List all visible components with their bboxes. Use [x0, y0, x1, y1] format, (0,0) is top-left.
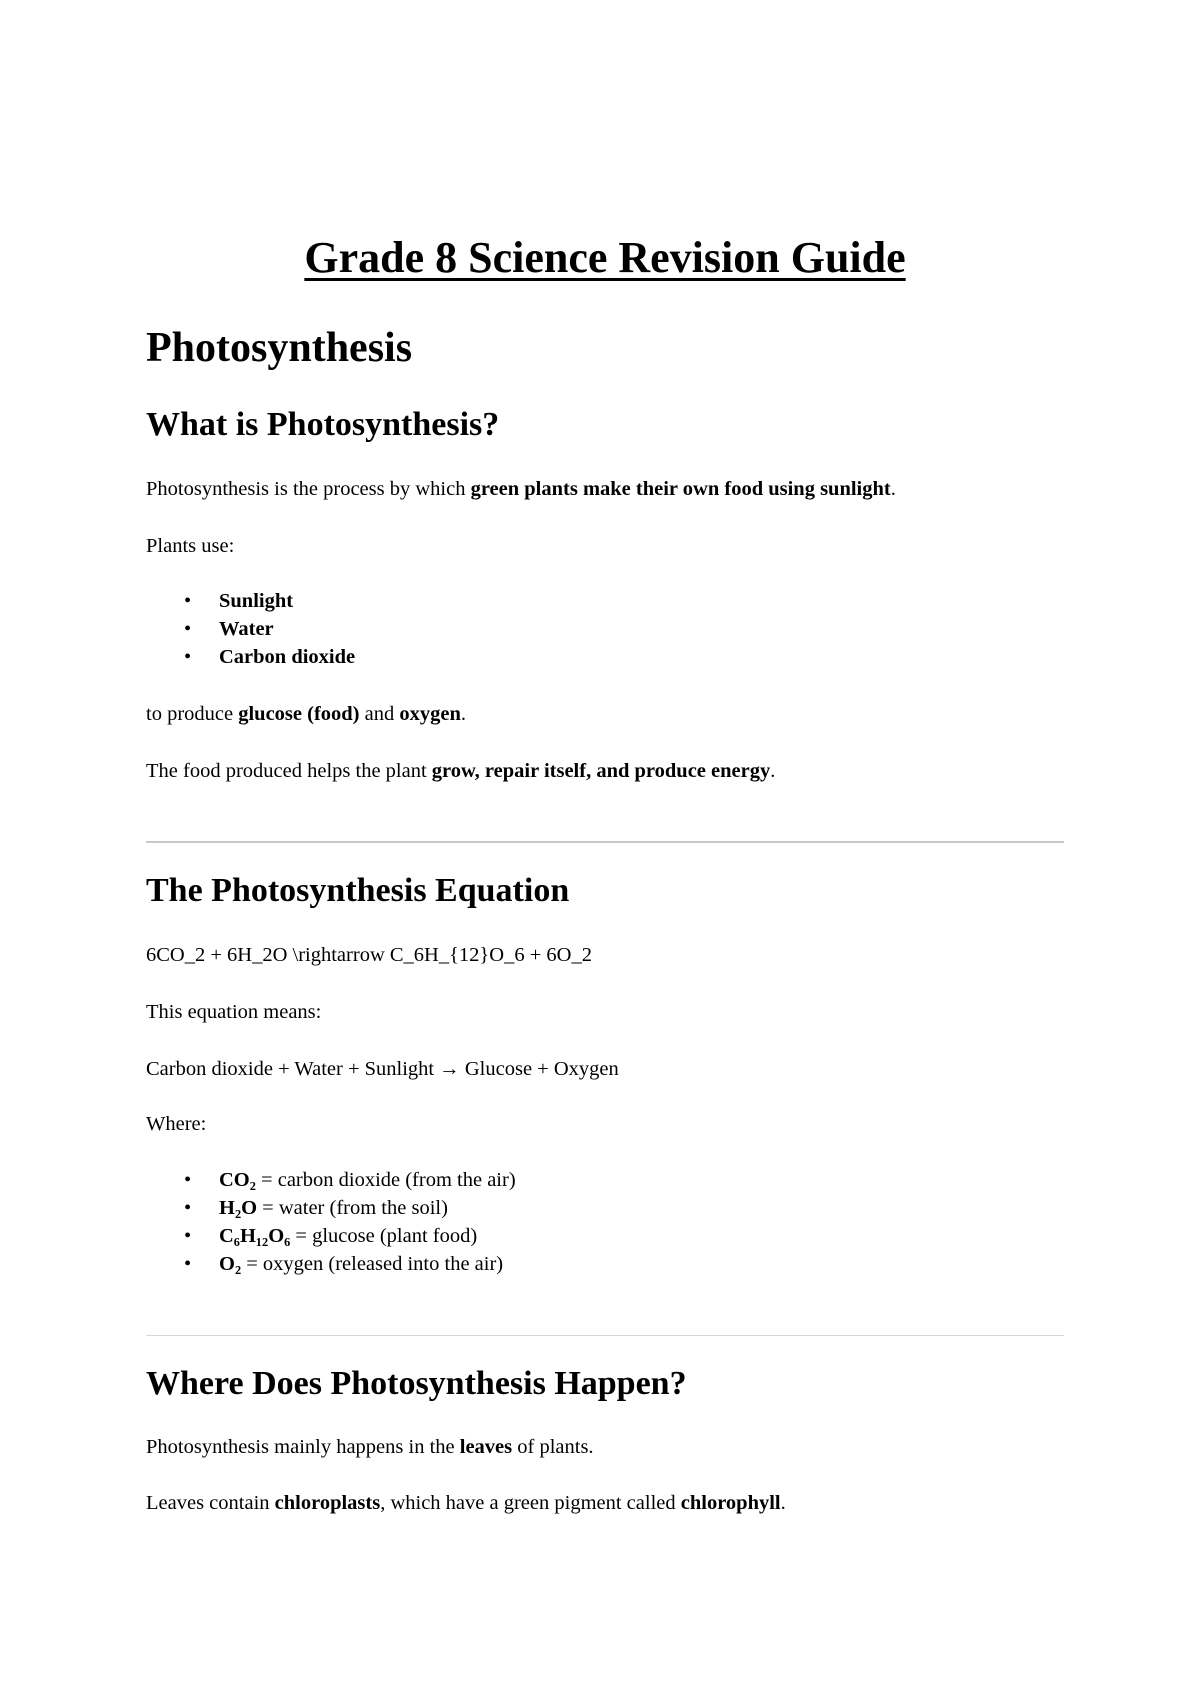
topic-heading: Photosynthesis: [146, 325, 413, 371]
list-item: [146, 587, 355, 615]
food-period: .: [770, 760, 776, 782]
section-heading-what-is: What is Photosynthesis?: [146, 406, 500, 443]
equation-raw: 6CO_2 + 6H_2O \rightarrow C_6H_{12}O_6 + 6O_2: [146, 944, 592, 966]
bullet-icon: •: [184, 1253, 192, 1275]
chloro-text-mid: , which have a green pigment called: [380, 1492, 681, 1514]
list-item: [146, 1166, 516, 1194]
list-item: [146, 643, 355, 671]
produce-period: .: [460, 703, 466, 725]
term-description: = glucose (plant food): [290, 1225, 478, 1247]
bullet-icon: •: [184, 1197, 192, 1219]
bullet-icon: •: [184, 590, 192, 612]
document-title: Grade 8 Science Revision Guide: [304, 233, 906, 282]
produce-paragraph: [146, 702, 466, 727]
leaves-text: Photosynthesis mainly happens in the: [146, 1436, 460, 1458]
term-symbol: CO₂: [219, 1169, 256, 1191]
bullet-icon: •: [184, 1169, 192, 1191]
intro-bold-text: green plants make their own food using sunlight: [470, 478, 891, 500]
section-divider: [146, 841, 1064, 843]
list-item: [146, 1250, 516, 1278]
section-heading-equation: The Photosynthesis Equation: [146, 872, 570, 909]
list-item: [146, 615, 355, 643]
term-symbol: C₆H₁₂O₆: [219, 1225, 291, 1247]
word-equation: Carbon dioxide + Water + Sunlight → Glucose + Oxygen: [146, 1058, 619, 1080]
bullet-icon: •: [184, 1225, 192, 1247]
list-item: [146, 1194, 516, 1222]
leaves-text-end: of plants.: [512, 1436, 594, 1458]
ingredients-list: [146, 587, 355, 671]
food-text: The food produced helps the plant: [146, 760, 432, 782]
term-description: = water (from the soil): [257, 1197, 448, 1219]
ingredient-carbon-dioxide: Carbon dioxide: [219, 646, 356, 668]
term-symbol: O₂: [219, 1253, 242, 1275]
plants-use-label: Plants use:: [146, 535, 235, 557]
intro-period: .: [890, 478, 896, 500]
produce-oxygen: oxygen: [399, 703, 461, 725]
intro-paragraph: [146, 477, 896, 502]
section-heading-where: Where Does Photosynthesis Happen?: [146, 1365, 687, 1402]
term-symbol: H₂O: [219, 1197, 258, 1219]
chlorophyll-term: chlorophyll: [680, 1492, 781, 1514]
produce-text: to produce: [146, 703, 239, 725]
ingredient-sunlight: Sunlight: [219, 590, 294, 612]
produce-glucose: glucose (food): [238, 703, 360, 725]
food-paragraph: [146, 759, 775, 784]
chloro-period: .: [780, 1492, 786, 1514]
means-label: This equation means:: [146, 1001, 322, 1023]
term-description: = carbon dioxide (from the air): [255, 1169, 516, 1191]
intro-text: Photosynthesis is the process by which: [146, 478, 471, 500]
chloroplasts-term: chloroplasts: [274, 1492, 381, 1514]
chloroplast-paragraph: [146, 1491, 786, 1516]
bullet-icon: •: [184, 646, 192, 668]
bullet-icon: •: [184, 618, 192, 640]
ingredient-water: Water: [219, 618, 274, 640]
leaves-paragraph: [146, 1435, 594, 1460]
where-label: Where:: [146, 1113, 207, 1135]
term-description: = oxygen (released into the air): [241, 1253, 504, 1275]
food-bold-text: grow, repair itself, and produce energy: [431, 760, 771, 782]
list-item: [146, 1222, 516, 1250]
leaves-bold-text: leaves: [459, 1436, 513, 1458]
chloro-text: Leaves contain: [146, 1492, 275, 1514]
section-divider: [146, 1335, 1064, 1336]
produce-and: and: [359, 703, 400, 725]
equation-terms-list: [146, 1166, 516, 1278]
